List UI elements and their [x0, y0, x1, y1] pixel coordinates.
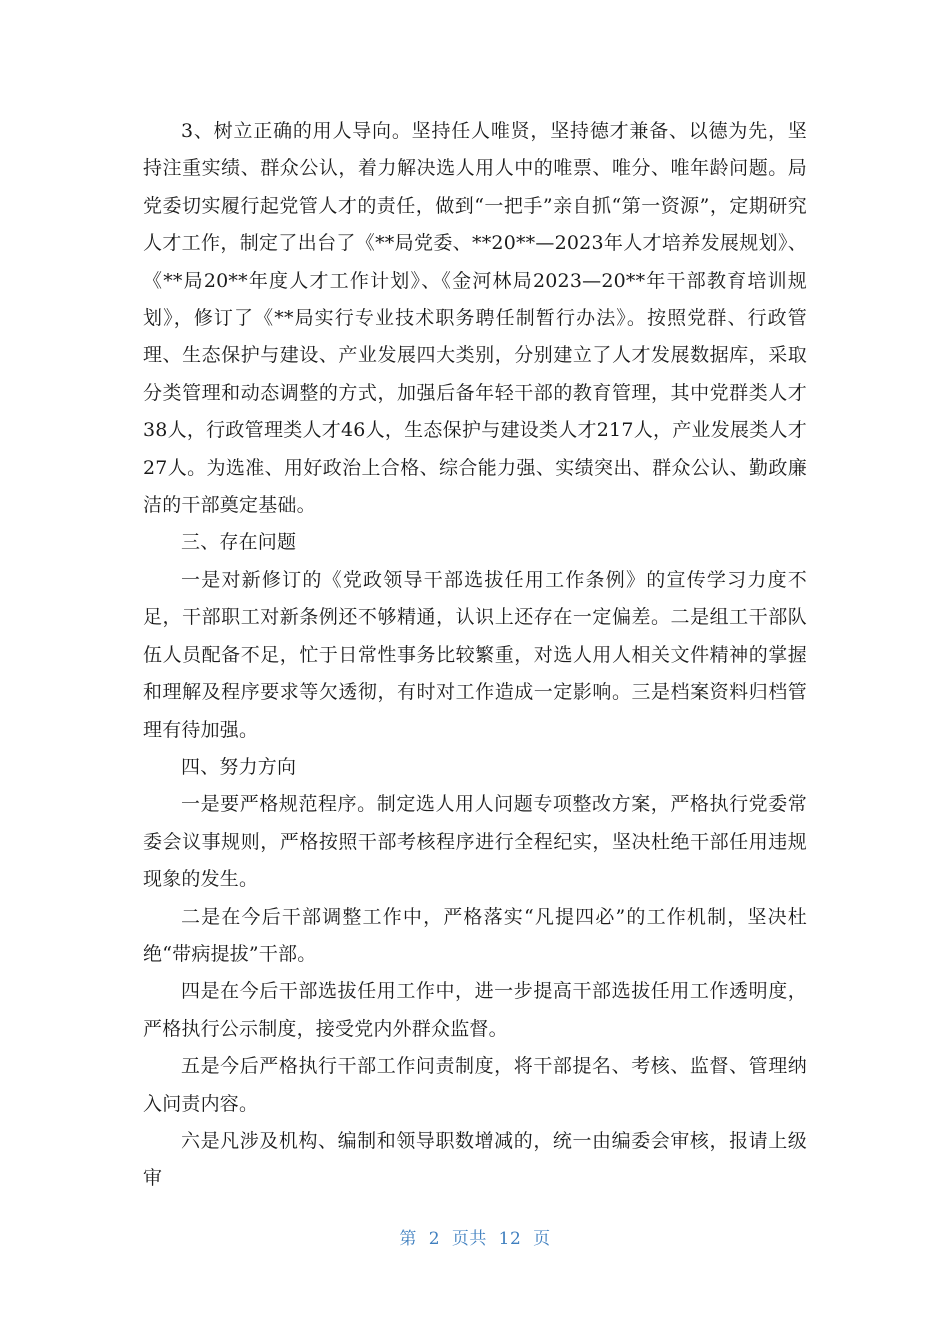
- paragraph-direction-5: 五是今后严格执行干部工作问责制度，将干部提名、考核、监督、管理纳入问责内容。: [143, 1055, 807, 1115]
- footer-suffix: 页: [533, 1229, 551, 1249]
- footer-total-pages: 12: [498, 1229, 522, 1249]
- paragraph-problems: 一是对新修订的《党政领导干部选拔任用工作条例》的宣传学习力度不足，干部职工对新条例还不够精通，认识上还存在一定偏差。二是组工干部队伍人员配备不足，忙于日常性事务比较繁重，对选人用人相关文件精神的掌握和理解及程序要求等欠透彻，有时对工作造成一定影响。三是档案资料归档管理有待加强。: [143, 568, 807, 741]
- heading-direction: 四、努力方向: [181, 755, 297, 778]
- paragraph-direction-1: 一是要严格规范程序。制定选人用人问题专项整改方案，严格执行党委常委会议事规则，严格按照干部考核程序进行全程纪实，坚决杜绝干部任用违规现象的发生。: [143, 793, 807, 891]
- paragraph-talent-guidance: 3、树立正确的用人导向。坚持任人唯贤，坚持德才兼备、以德为先，坚持注重实绩、群众公认，着力解决选人用人中的唯票、唯分、唯年龄问题。局党委切实履行起党管人才的责任，做到“一把手”亲自抓“第一资源”，定期研究人才工作，制定了出台了《**局党委、**20**—2023年人才培养发展规划》、《**局20**年度人才工作计划》、《金河林局2023—20**年干部教育培训规划》，修订了《**局实行专业技术职务聘任制暂行办法》。按照党群、行政管理、生态保护与建设、产业发展四大类别，分别建立了人才发展数据库，采取分类管理和动态调整的方式，加强后备年轻干部的教育管理，其中党群类人才38人，行政管理类人才46人，生态保护与建设类人才217人，产业发展类人才27人。为选准、用好政治上合格、综合能力强、实绩突出、群众公认、勤政廉洁的干部奠定基础。: [143, 120, 807, 517]
- footer-current-page: 2: [428, 1229, 441, 1249]
- heading-existing-problems: 三、存在问题: [181, 531, 297, 554]
- footer-middle: 页共: [451, 1229, 487, 1249]
- footer-prefix: 第: [399, 1229, 417, 1249]
- paragraph-direction-4: 四是在今后干部选拔任用工作中，进一步提高干部选拔任用工作透明度，严格执行公示制度，接受党内外群众监督。: [143, 980, 807, 1040]
- paragraph-direction-2: 二是在今后干部调整工作中，严格落实“凡提四必”的工作机制，坚决杜绝“带病提拔”干部。: [143, 905, 807, 965]
- page-footer: [0, 1224, 950, 1249]
- document-body: [143, 113, 807, 1198]
- paragraph-direction-6: 六是凡涉及机构、编制和领导职数增减的，统一由编委会审核，报请上级审: [143, 1129, 807, 1190]
